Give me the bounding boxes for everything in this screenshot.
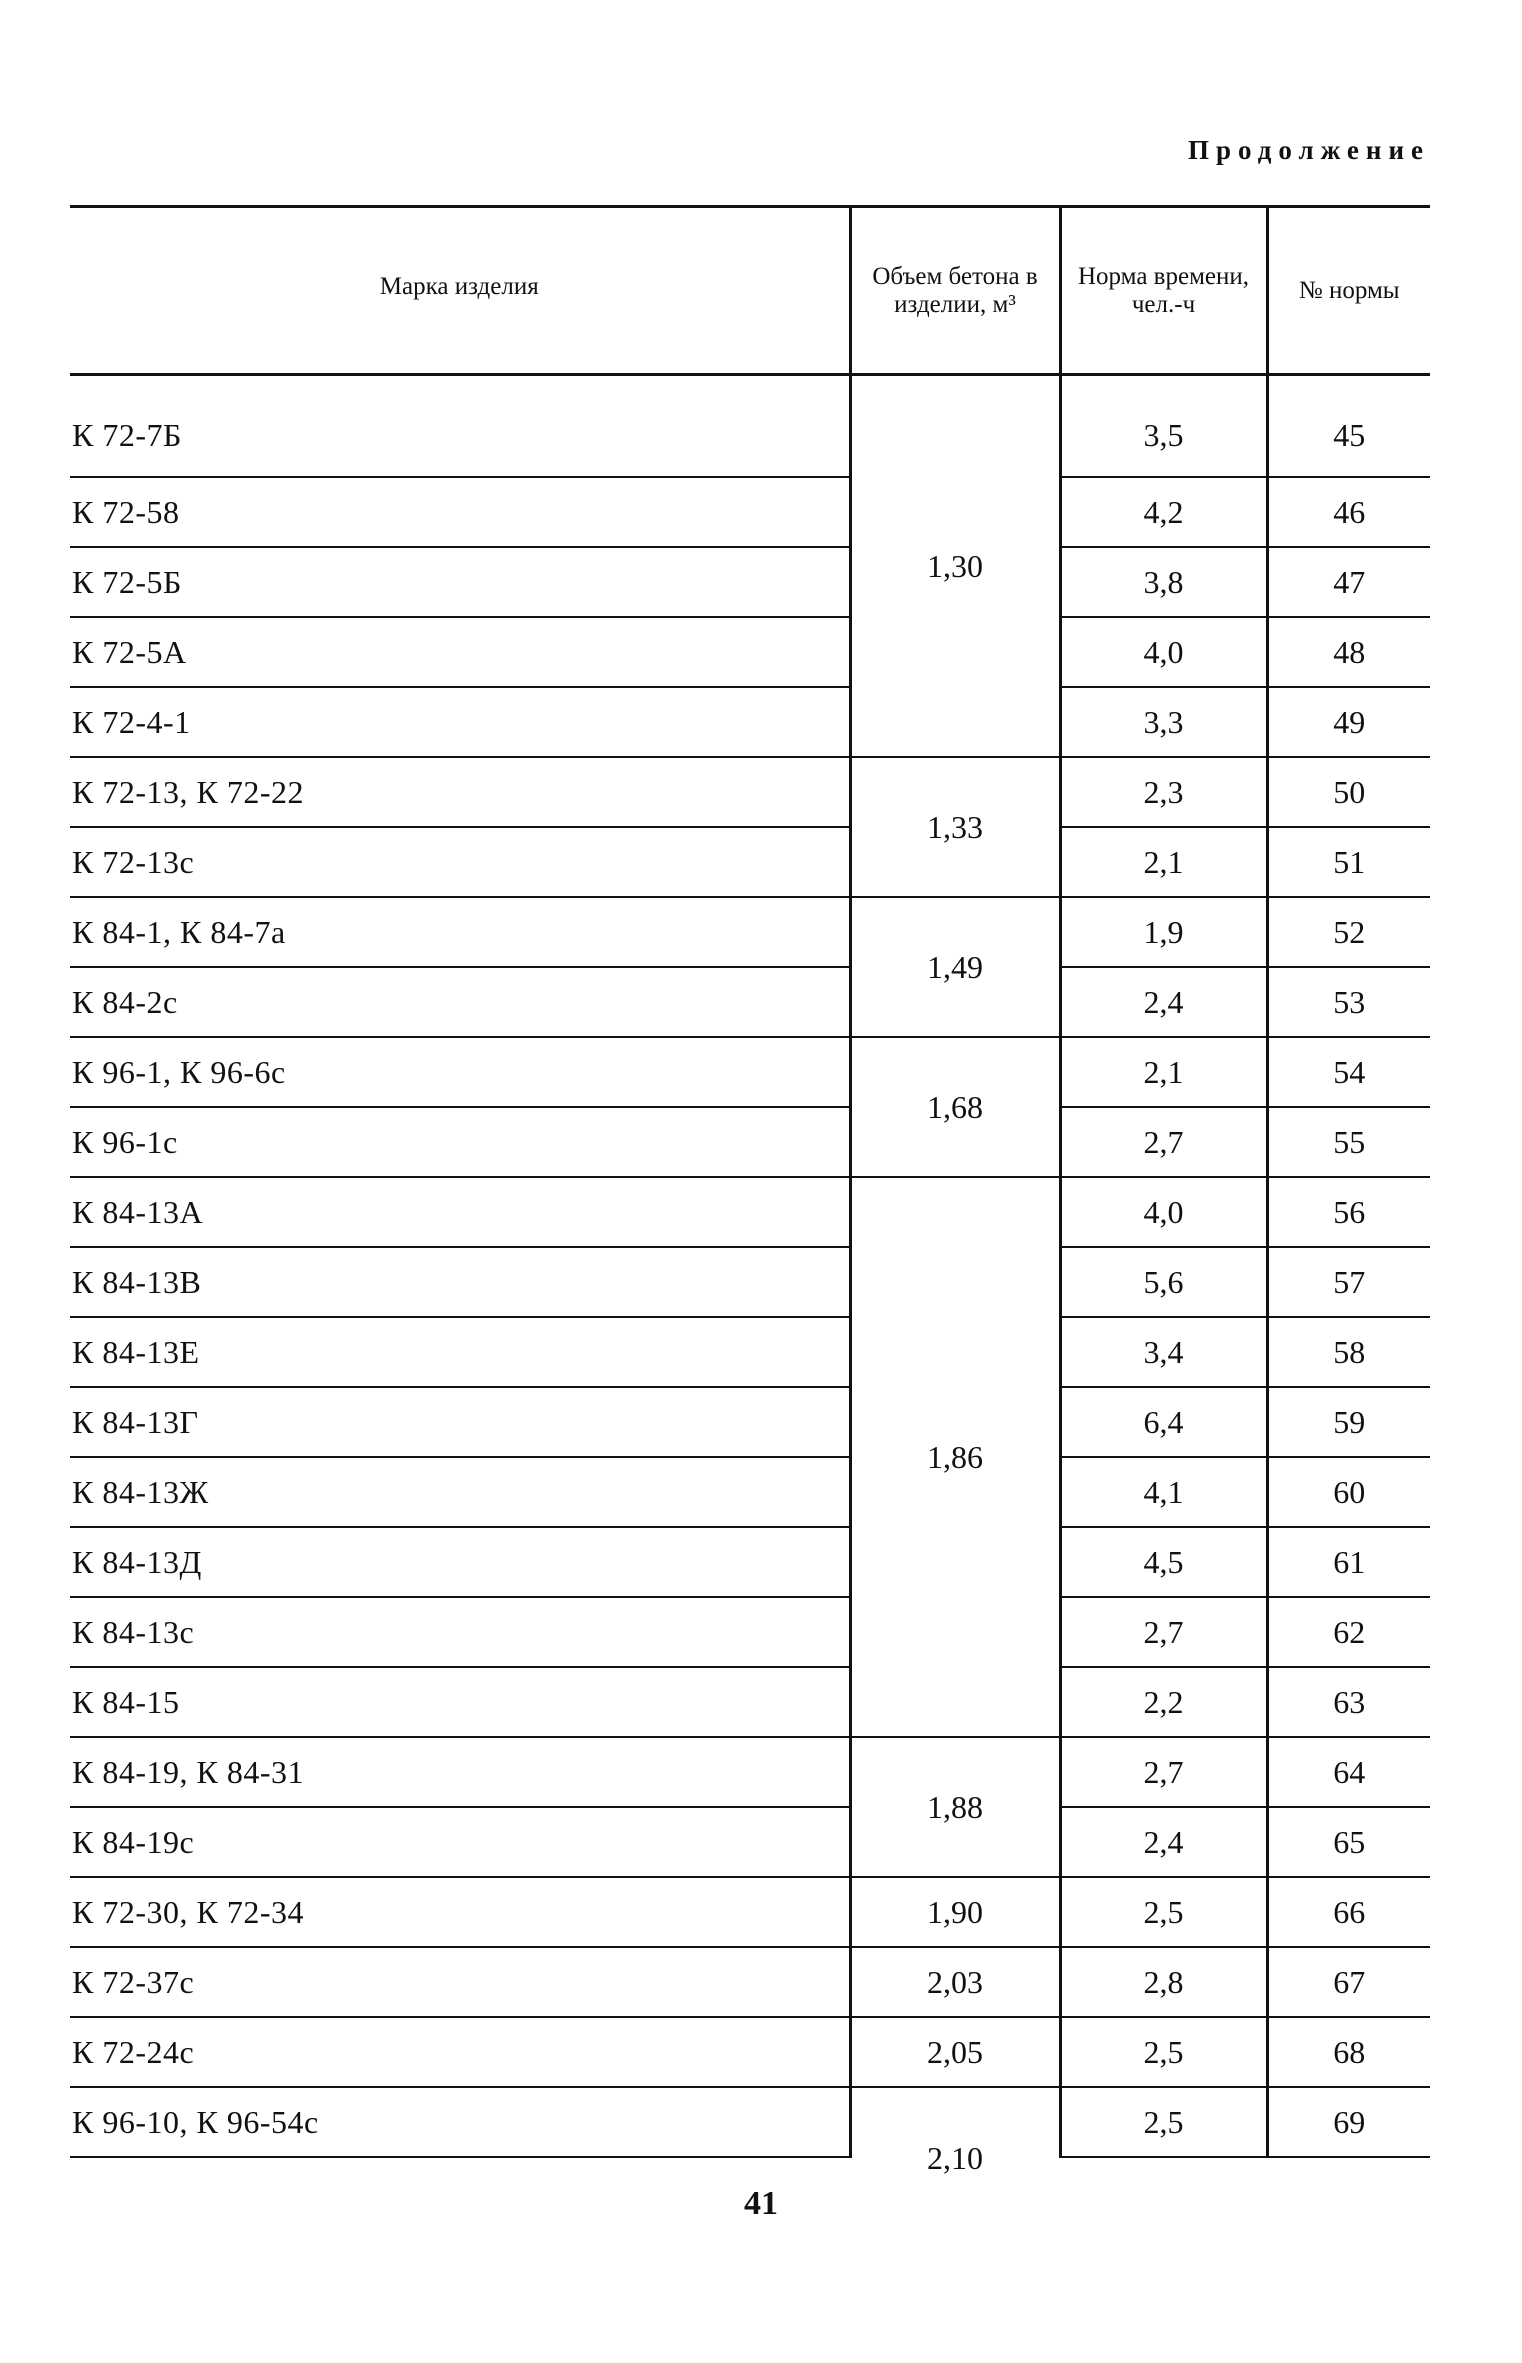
table-row (70, 1247, 1430, 1317)
table-row (70, 897, 1430, 967)
norm-cell: 2,5 (1060, 2087, 1267, 2157)
mark-cell: К 72-5А (70, 617, 850, 687)
norm-cell: 4,2 (1060, 477, 1267, 547)
table-row (70, 1597, 1430, 1667)
number-cell: 62 (1267, 1597, 1430, 1667)
norm-cell: 2,1 (1060, 827, 1267, 897)
column-header-mark: Марка изделия (70, 207, 850, 375)
norm-cell: 2,7 (1060, 1597, 1267, 1667)
number-cell: 53 (1267, 967, 1430, 1037)
norm-cell: 2,8 (1060, 1947, 1267, 2017)
number-cell: 65 (1267, 1807, 1430, 1877)
table-row (70, 1737, 1430, 1807)
volume-cell: 1,86 (850, 1177, 1060, 1737)
number-cell: 60 (1267, 1457, 1430, 1527)
volume-cell: 2,05 (850, 2017, 1060, 2087)
volume-cell: 1,88 (850, 1737, 1060, 1877)
volume-cell: 2,03 (850, 1947, 1060, 2017)
table-row (70, 1527, 1430, 1597)
norm-cell: 2,2 (1060, 1667, 1267, 1737)
table-row (70, 687, 1430, 757)
mark-cell: К 84-13В (70, 1247, 850, 1317)
table-row (70, 1667, 1430, 1737)
mark-cell: К 84-13Д (70, 1527, 850, 1597)
mark-cell: К 84-2с (70, 967, 850, 1037)
norm-cell: 1,9 (1060, 897, 1267, 967)
number-cell: 69 (1267, 2087, 1430, 2157)
norm-cell: 2,4 (1060, 967, 1267, 1037)
mark-cell: К 84-13с (70, 1597, 850, 1667)
norm-cell: 4,0 (1060, 1177, 1267, 1247)
mark-cell: К 72-58 (70, 477, 850, 547)
table-row (70, 1317, 1430, 1387)
column-header-norm: Норма времени, чел.-ч (1060, 207, 1267, 375)
norm-cell: 2,7 (1060, 1737, 1267, 1807)
volume-cell: 2,10 (850, 2107, 1060, 2177)
column-header-volume: Объем бетона в изделии, м³ (850, 207, 1060, 375)
number-cell: 51 (1267, 827, 1430, 897)
table-row (70, 1177, 1430, 1247)
number-cell: 47 (1267, 547, 1430, 617)
volume-cell: 1,30 (850, 375, 1060, 758)
mark-cell: К 84-13Ж (70, 1457, 850, 1527)
number-cell: 56 (1267, 1177, 1430, 1247)
mark-cell: К 72-7Б (70, 375, 850, 478)
number-cell: 66 (1267, 1877, 1430, 1947)
mark-cell: К 84-13А (70, 1177, 850, 1247)
norm-cell: 4,5 (1060, 1527, 1267, 1597)
mark-cell: К 84-13Г (70, 1387, 850, 1457)
norm-cell: 2,1 (1060, 1037, 1267, 1107)
mark-cell: К 72-4-1 (70, 687, 850, 757)
number-cell: 61 (1267, 1527, 1430, 1597)
table-row (70, 2017, 1430, 2087)
table-header-row (70, 207, 1430, 375)
mark-cell: К 96-1, К 96-6с (70, 1037, 850, 1107)
number-cell: 59 (1267, 1387, 1430, 1457)
table-row (70, 1877, 1430, 1947)
continuation-label: Продолжение (1188, 135, 1430, 165)
mark-cell: К 84-19, К 84-31 (70, 1737, 850, 1807)
number-cell: 64 (1267, 1737, 1430, 1807)
norm-cell: 4,1 (1060, 1457, 1267, 1527)
mark-cell: К 84-1, К 84-7а (70, 897, 850, 967)
table-row (70, 1037, 1430, 1107)
norm-cell: 2,5 (1060, 1877, 1267, 1947)
norm-cell: 6,4 (1060, 1387, 1267, 1457)
number-cell: 68 (1267, 2017, 1430, 2087)
mark-cell: К 84-13Е (70, 1317, 850, 1387)
volume-cell: 1,49 (850, 897, 1060, 1037)
number-cell: 50 (1267, 757, 1430, 827)
table-row (70, 1947, 1430, 2017)
number-cell: 52 (1267, 897, 1430, 967)
table-row (70, 2087, 1430, 2157)
mark-cell: К 84-15 (70, 1667, 850, 1737)
page-number: 41 (744, 2185, 778, 2222)
table-row (70, 967, 1430, 1037)
table-row (70, 617, 1430, 687)
number-cell: 57 (1267, 1247, 1430, 1317)
number-cell: 48 (1267, 617, 1430, 687)
number-cell: 55 (1267, 1107, 1430, 1177)
table-row (70, 1457, 1430, 1527)
volume-cell: 1,33 (850, 757, 1060, 897)
number-cell: 67 (1267, 1947, 1430, 2017)
table-row (70, 757, 1430, 827)
mark-cell: К 96-1с (70, 1107, 850, 1177)
norm-cell: 4,0 (1060, 617, 1267, 687)
norm-cell: 2,4 (1060, 1807, 1267, 1877)
norm-cell: 3,5 (1060, 375, 1267, 478)
mark-cell: К 84-19с (70, 1807, 850, 1877)
volume-cell: 1,90 (850, 1877, 1060, 1947)
volume-cell: 1,68 (850, 1037, 1060, 1177)
table-row (70, 1107, 1430, 1177)
number-cell: 46 (1267, 477, 1430, 547)
mark-cell: К 72-24с (70, 2017, 850, 2087)
mark-cell: К 72-13, К 72-22 (70, 757, 850, 827)
mark-cell: К 72-13с (70, 827, 850, 897)
table-row (70, 547, 1430, 617)
number-cell: 58 (1267, 1317, 1430, 1387)
number-cell: 49 (1267, 687, 1430, 757)
mark-cell: К 72-37с (70, 1947, 850, 2017)
column-header-number: № нормы (1267, 207, 1430, 375)
table-row (70, 375, 1430, 478)
table-row (70, 477, 1430, 547)
norm-cell: 3,8 (1060, 547, 1267, 617)
norms-table (70, 205, 1430, 2176)
norm-cell: 2,3 (1060, 757, 1267, 827)
norm-cell: 2,5 (1060, 2017, 1267, 2087)
number-cell: 63 (1267, 1667, 1430, 1737)
number-cell: 54 (1267, 1037, 1430, 1107)
number-cell: 45 (1267, 375, 1430, 478)
mark-cell: К 72-30, К 72-34 (70, 1877, 850, 1947)
norm-cell: 3,4 (1060, 1317, 1267, 1387)
norm-cell: 3,3 (1060, 687, 1267, 757)
norm-cell: 2,7 (1060, 1107, 1267, 1177)
mark-cell: К 96-10, К 96-54с (70, 2087, 850, 2157)
table-row (70, 827, 1430, 897)
mark-cell: К 72-5Б (70, 547, 850, 617)
norm-cell: 5,6 (1060, 1247, 1267, 1317)
table-row (70, 1807, 1430, 1877)
table-row (70, 1387, 1430, 1457)
